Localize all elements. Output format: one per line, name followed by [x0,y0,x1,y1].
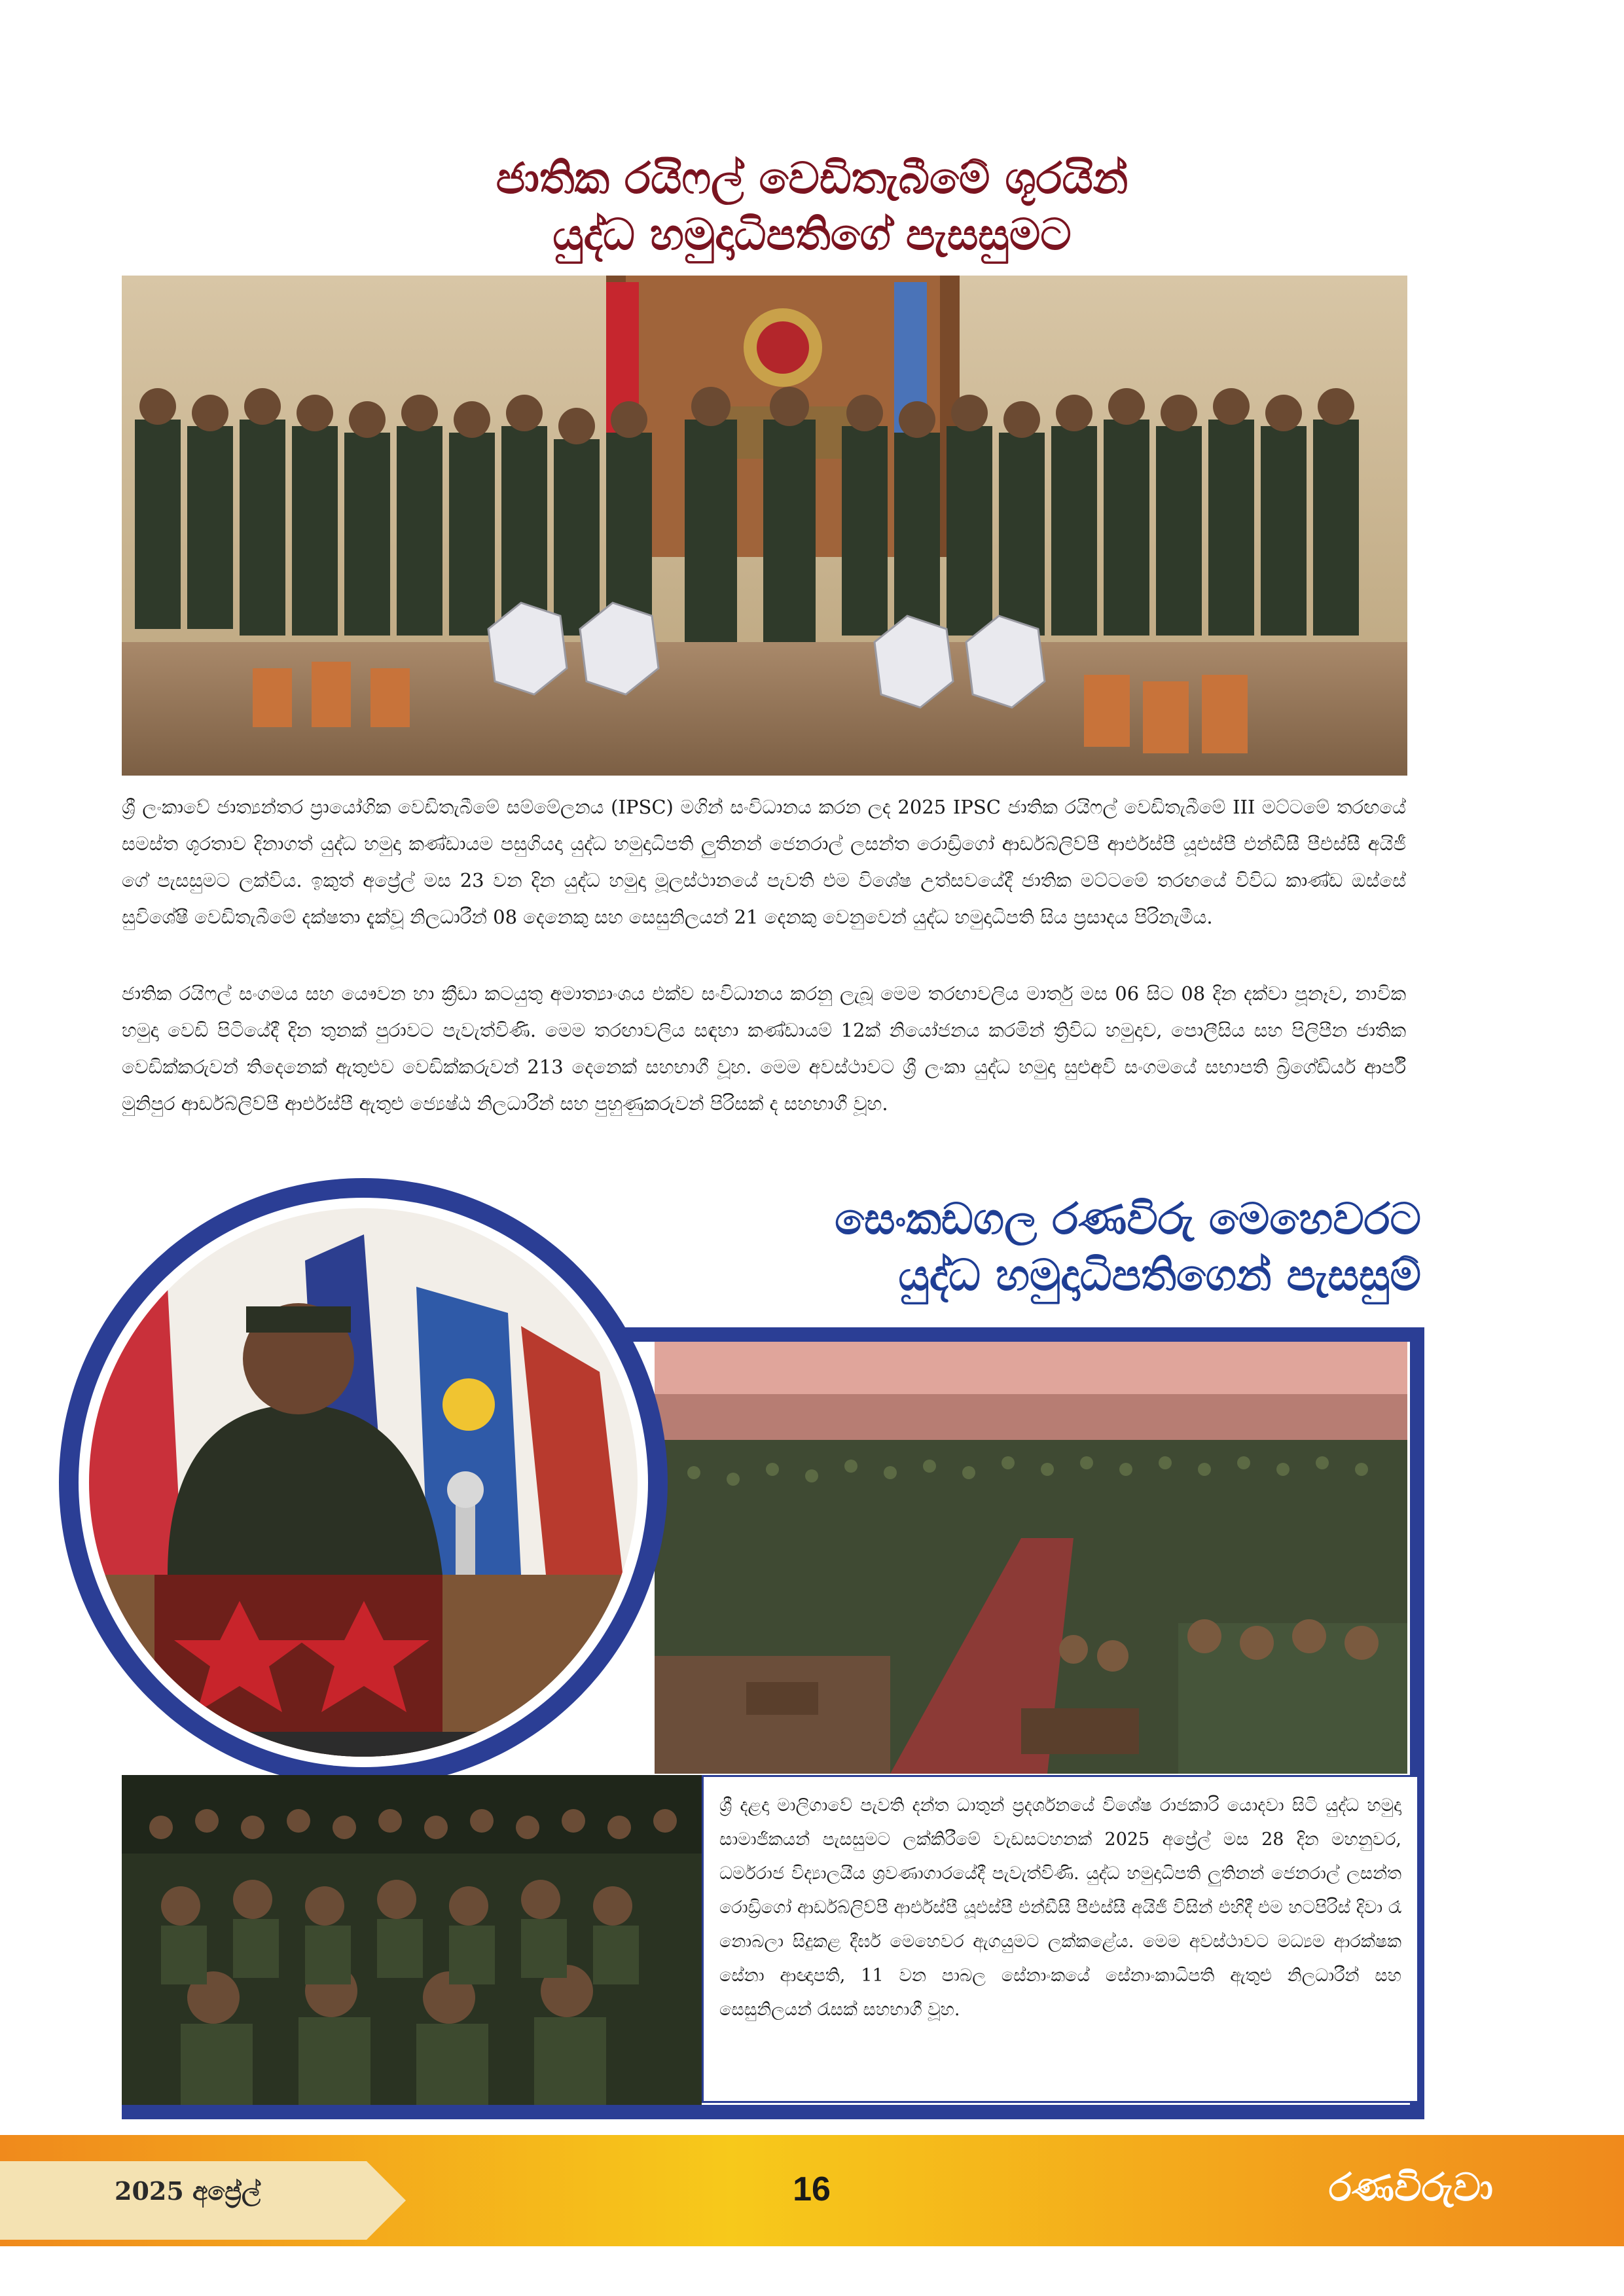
article1-paragraph2: ජාතික රයිෆල් සංගමය සහ යෞවන හා ක්‍රීඩා කටයුතු අමාත්‍යාංශය එක්ව සංවිධානය කරනු ලැබූ මෙම තරඟාවලිය මාර්තු මස 06 සිට 08 දින දක්වා පූනෑව, නාවික හමුදා වෙඩි පිටියේදී දින තුනක් පුරාවට පැවැත්විණි. මෙම තරඟාවලිය සඳහා කණ්ඩායම් 12ක් නියෝජනය කරමින් ත්‍රිවිධ හමුදාව, පොලීසිය සහ පිලිපීන ජාතික වෙඩික්කරුවන් තිදෙනෙක් ඇතුළුව වෙඩික්කරුවන් 213 දෙනෙක් සහභාගී වූහ. මෙම අවස්ථාවට ශ්‍රී ලංකා යුද්ධ හමුදා සුළුඅවි සංගමයේ සභාපති බ්‍රිගේඩියර් ආර්පී මුනිපුර ආර්ඩබ්ලිව්පී ආර්එස්පී ඇතුළු ජ්‍යෙෂ්ඨ නිලධාරීන් සහ පුහුණුකරුවන් පිරිසක් ද සහභාගී වූහ. [122,982,1406,1115]
article1-paragraph1: ශ්‍රී ලංකාවේ ජාත්‍යන්තර ප්‍රායෝගික වෙඩිතැබීමේ සම්මේලනය (IPSC) මගින් සංවිධානය කරන ලද 2025 IPSC ජාතික රයිෆල් වෙඩිතැබීමේ III මට්ටමේ තරඟයේ සමස්ත ශූරතාව දිනාගත් යුද්ධ හමුදා කණ්ඩායම පසුගියදා යුද්ධ හමුදාධිපති ලුතිනන් ජෙනරාල් ලසන්ත රොඩ්‍රිගෝ ආර්ඩබ්ලිව්පී ආර්එස්පී යූඑස්පී එන්ඩීසී පීඑස්සී අයිජී ගේ පැසසුමට ලක්විය. ඉකුත් අප්‍රේල් මස 23 වන දින යුද්ධ හමුදා මූලස්ථානයේ පැවති එම විශේෂ උත්සවයේදී ජාතික මට්ටමේ තරඟයේ විවිධ කාණ්ඩ ඔස්සේ සුවිශේෂී වෙඩිතැබීමේ දක්ෂතා දැක්වූ නිලධාරීන් 08 දෙනෙකු සහ සෙසුනිලයන් 21 දෙනකු වෙනුවෙන් යුද්ධ හමුදාධිපති සිය ප්‍රසාදය පිරිනැමීය. [122,796,1406,928]
article2-title-line2: යුද්ධ හමුදාධිපතිගෙන් පැසසුම් [898,1250,1421,1300]
award-group-photo [122,276,1407,776]
auditorium-photo [655,1342,1407,1774]
article2-title-line1: සෙංකඩගල රණවිරු මෙහෙවරට [835,1194,1421,1244]
article2-title [835,1191,1421,1304]
article2-textbox [702,1775,1419,2103]
footer-date: 2025 අප්‍රේල් [115,2176,261,2206]
seated-soldiers-photo [122,1775,702,2105]
article1-title-line1: ජාතික රයිෆල් වෙඩිතැබීමේ ශූරයින් [496,153,1128,204]
article2-body: ශ්‍රී දළදා මාලිගාවේ පැවති දන්ත ධාතුන් ප්‍රදර්ශනයේ විශේෂ රාජකාරි යොදවා සිටි යුද්ධ හමුදා සාමාජිකයන් පැසසුමට ලක්කිරීමේ වැඩසටහනක් 2025 අප්‍රේල් මස 28 දින මහනුවර, ධර්මරාජ විද්‍යාලයීය ශ්‍රවණාගාරයේදී පැවැත්විණි. යුද්ධ හමුදාධිපති ලුතිනන් ජෙනරාල් ලසන්ත රොඩ්‍රිගෝ ආර්ඩබ්ලිව්පී ආර්එස්පී යූඑස්පී එන්ඩීසී පීඑස්සී අයිජී විසින් එහිදී එම හටපිරිස් දිවා රෑ නොබලා සිදුකළ දීර්ඝ මෙහෙවර ඇගයුමට ලක්කළේය. මෙම අවස්ථාවට මධ්‍යම ආරක්ෂක සේනා ආඥාපති, 11 වන පාබල සේනාංකයේ සේනාංකාධිපති ඇතුළු නිලධාරීන් සහ සෙසුනිලයන් රැසක් සහභාගී වූහ. [719,1795,1401,2020]
magazine-brand: රණවිරුවා [1328,2165,1493,2210]
page-number: 16 [793,2170,831,2208]
article1-title-line2: යුද්ධ හමුදාධිපතිගේ පැසසුමට [552,209,1072,260]
frame-bottom-bar [122,2105,1424,2119]
commander-portrait-photo [89,1208,638,1757]
article1-title [0,151,1624,263]
